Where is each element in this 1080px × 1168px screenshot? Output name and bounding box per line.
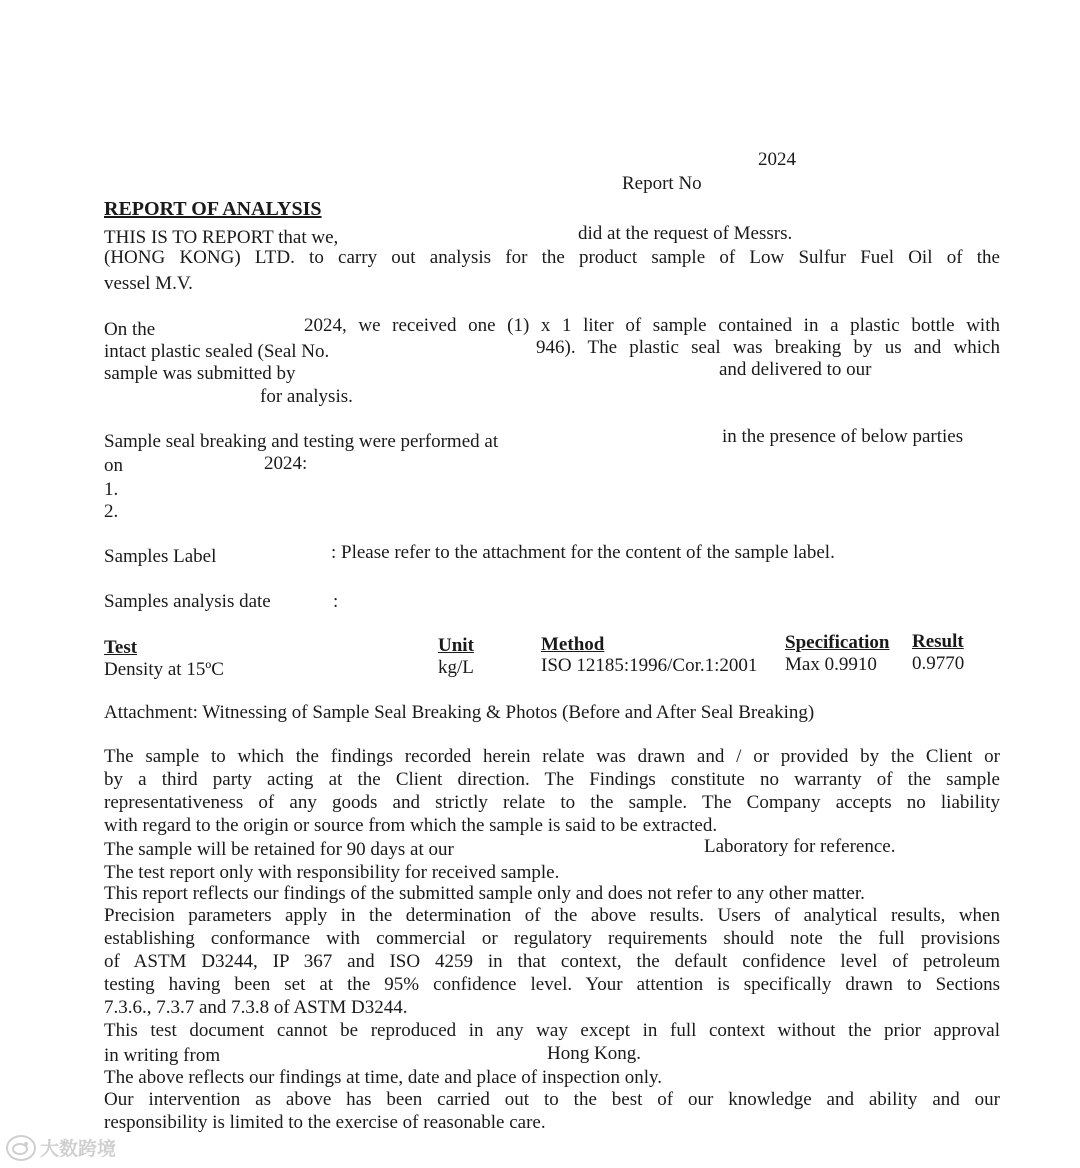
precision-line-4: testing having been set at the 95% confidence level. Your attention is specifically drawn to Sections [104,974,1000,995]
disclaimer-scope: This report reflects our findings of the submitted sample only and does not refer to any other matter. [104,883,865,904]
report-number-label: Report No [622,173,702,194]
receipt-line-1a: On the [104,319,156,340]
precision-line-5: 7.3.6., 7.3.7 and 7.3.8 of ASTM D3244. [104,997,408,1018]
intro-line-1a: THIS IS TO REPORT that we, [104,227,339,248]
intervention-line-2: responsibility is limited to the exercise of reasonable care. [104,1112,546,1133]
precision-line-2: establishing conformance with commercial or regulatory requirements should note the full provisions [104,928,1000,949]
reproduction-line-2b: Hong Kong. [547,1043,641,1064]
seal-line-1b: in the presence of below parties [722,426,964,447]
col-header-result: Result [912,631,964,652]
receipt-line-1b: 2024, we received one (1) x 1 liter of sample contained in a plastic bottle with [304,315,1000,336]
seal-line-2b: 2024: [264,453,308,474]
analysis-date-label: Samples analysis date [104,591,271,612]
cell-method: ISO 12185:1996/Cor.1:2001 [541,655,758,676]
col-header-method: Method [541,634,605,655]
intro-line-2: (HONG KONG) LTD. to carry out analysis for the product sample of Low Sulfur Fuel Oil of the [104,247,1000,268]
precision-line-1: Precision parameters apply in the determination of the above results. Users of analytical results, when [104,905,1000,926]
receipt-line-3a: sample was submitted by [104,363,296,384]
inspection-note: The above reflects our findings at time, date and place of inspection only. [104,1067,663,1088]
receipt-line-3b: and delivered to our [719,359,872,380]
seal-line-1a: Sample seal breaking and testing were performed at [104,431,499,452]
col-header-test: Test [104,637,138,658]
retention-line-a: The sample will be retained for 90 days at our [104,839,454,860]
disclaimer-p1-line-2: by a third party acting at the Client direction. The Findings constitute no warranty of the sample [104,769,1000,790]
attachment-note: Attachment: Witnessing of Sample Seal Breaking & Photos (Before and After Seal Breaking) [104,702,815,723]
seal-line-2a: on [104,455,123,476]
intro-line-1b: did at the request of Messrs. [578,223,793,244]
party-1: 1. [104,479,119,500]
col-header-specification: Specification [785,632,890,653]
retention-line-b: Laboratory for reference. [704,836,896,857]
reproduction-line-2a: in writing from [104,1045,221,1066]
disclaimer-p1-line-3: representativeness of any goods and strictly relate to the sample. The Company accepts no liability [104,792,1000,813]
watermark-text: 大数跨境 [40,1138,117,1160]
header-year: 2024 [758,149,796,170]
disclaimer-p1-line-1: The sample to which the findings recorded herein relate was drawn and / or provided by the Client or [104,746,1000,767]
analysis-date-value: : [333,591,339,612]
cell-unit: kg/L [438,657,474,678]
reproduction-line-1: This test document cannot be reproduced in any way except in full context without the prior approval [104,1020,1000,1041]
samples-label-label: Samples Label [104,546,217,567]
intervention-line-1: Our intervention as above has been carried out to the best of our knowledge and ability and our [104,1089,1000,1110]
party-2: 2. [104,501,119,522]
precision-line-3: of ASTM D3244, IP 367 and ISO 4259 in that context, the default confidence level of petroleum [104,951,1000,972]
col-header-unit: Unit [438,635,474,656]
receipt-line-2b: 946). The plastic seal was breaking by us and which [536,337,1000,358]
weibo-icon [6,1135,36,1161]
samples-label-value: : Please refer to the attachment for the content of the sample label. [331,542,835,563]
receipt-line-2a: intact plastic sealed (Seal No. [104,341,330,362]
disclaimer-responsibility: The test report only with responsibility for received sample. [104,862,560,883]
receipt-line-4: for analysis. [260,386,353,407]
page-title: REPORT OF ANALYSIS [104,198,322,220]
watermark [6,1134,116,1161]
cell-test: Density at 15ºC [104,659,224,680]
cell-specification: Max 0.9910 [785,654,877,675]
disclaimer-p1-line-4: with regard to the origin or source from which the sample is said to be extracted. [104,815,718,836]
cell-result: 0.9770 [912,653,965,674]
intro-line-3: vessel M.V. [104,273,193,294]
